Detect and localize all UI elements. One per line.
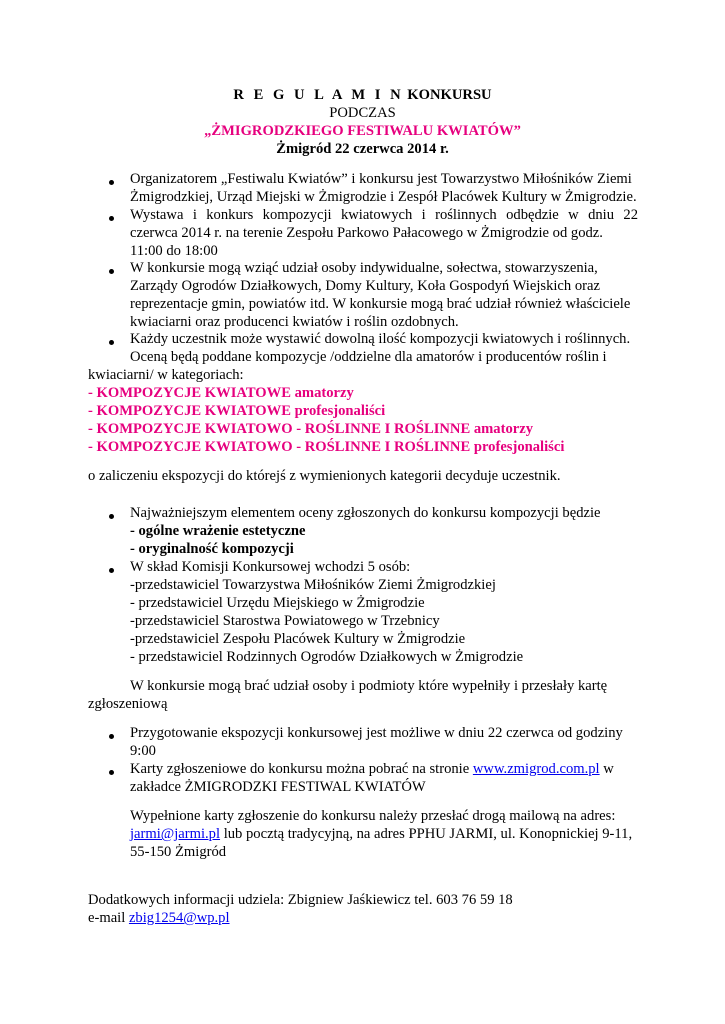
download-line-2: zakładce ŻMIGRODZKI FESTIWAL KWIATÓW: [130, 779, 426, 795]
committee-member: - przedstawiciel Urzędu Miejskiego w Żmigrodzie: [130, 595, 425, 611]
contact-line: Dodatkowych informacji udziela: Zbigniew Jaśkiewicz tel. 603 76 59 18: [88, 892, 513, 908]
submission-line-1: Wypełnione karty zgłoszenie do konkursu należy przesłać drogą mailową na adres:: [130, 808, 616, 824]
committee-member: - przedstawiciel Rodzinnych Ogrodów Działkowych w Żmigrodzie: [130, 649, 524, 665]
bullet-icon: [109, 770, 114, 775]
festival-name: „ŻMIGRODZKIEGO FESTIWALU KWIATÓW”: [204, 123, 521, 139]
compositions-line-3: kwiaciarni/ w kategoriach:: [88, 367, 244, 383]
committee-member: -przedstawiciel Zespołu Placówek Kultury w Żmigrodzie: [130, 631, 466, 647]
committee-member: -przedstawiciel Starostwa Powiatowego w Trzebnicy: [130, 613, 440, 629]
preparation-line-2: 9:00: [130, 743, 156, 759]
email-label: e-mail: [88, 910, 126, 926]
participants-line-2: Zarządy Ogrodów Działkowych, Domy Kultury, Koła Gospodyń Wiejskich oraz: [130, 278, 600, 294]
submission-address: lub pocztą tradycyjną, na adres PPHU JARMI, ul. Konopnickiej 9-11,: [223, 826, 633, 842]
word: odbędzie: [506, 207, 559, 223]
page-title: [0, 86, 725, 104]
word: roślinnych: [435, 207, 497, 223]
contact-email-link[interactable]: zbig1254@wp.pl: [128, 910, 230, 926]
organizer-line-1: Organizatorem „Festiwalu Kwiatów” i konkursu jest Towarzystwo Miłośników Ziemi: [130, 171, 632, 187]
word: kompozycji: [262, 207, 332, 223]
word: kwiatowych: [340, 207, 413, 223]
bullet-icon: [109, 514, 114, 519]
submission-line-3: 55-150 Żmigród: [130, 844, 227, 860]
submission-email-link[interactable]: jarmi@jarmi.pl: [130, 826, 221, 842]
website-link[interactable]: www.zmigrod.com.pl: [472, 761, 600, 777]
organizer-line-2: Żmigrodzkiej, Urząd Miejski w Żmigrodzie i Zespół Placówek Kultury w Żmigrodzie.: [130, 189, 637, 205]
category-item: - KOMPOZYCJE KWIATOWO - ROŚLINNE I ROŚLINNE amatorzy: [88, 421, 533, 437]
bullet-icon: [109, 216, 114, 221]
participants-line-1: W konkursie mogą wziąć udział osoby indywidualne, sołectwa, stowarzyszenia,: [130, 260, 598, 276]
evaluation-line: Najważniejszym elementem oceny zgłoszonych do konkursu kompozycji będzie: [130, 505, 601, 521]
bullet-icon: [109, 568, 114, 573]
submission-line-2: [130, 825, 632, 843]
criterion-item: - oryginalność kompozycji: [130, 541, 294, 557]
contact-email-line: [88, 909, 230, 927]
participation-line-1: W konkursie mogą brać udział osoby i podmioty które wypełniły i przesłały kartę: [130, 678, 608, 694]
category-item: - KOMPOZYCJE KWIATOWE profesjonaliści: [88, 403, 386, 419]
category-item: - KOMPOZYCJE KWIATOWE amatorzy: [88, 385, 354, 401]
download-text-end: w: [603, 761, 614, 777]
download-line-1: [130, 760, 614, 778]
compositions-line-1: Każdy uczestnik może wystawić dowolną ilość kompozycji kwiatowych i roślinnych.: [130, 331, 631, 347]
bullet-icon: [109, 340, 114, 345]
compositions-line-2: Oceną będą poddane kompozycje /oddzielne dla amatorów i producentów roślin i: [130, 349, 607, 365]
title-spaced: R E G U L A M I N: [233, 87, 404, 103]
word: 22: [623, 207, 638, 223]
participation-line-2: zgłoszeniową: [88, 696, 168, 712]
word: w: [568, 207, 579, 223]
participants-line-4: kwiaciarni oraz producenci kwiatów i roślin ozdobnych.: [130, 314, 459, 330]
bullet-icon: [109, 269, 114, 274]
event-date: Żmigród 22 czerwca 2014 r.: [276, 141, 449, 157]
word: dniu: [588, 207, 615, 223]
word: i: [192, 207, 197, 223]
exhibition-line-3: 11:00 do 18:00: [130, 243, 218, 259]
subtitle: PODCZAS: [329, 105, 396, 121]
bullet-icon: [109, 734, 114, 739]
committee-member: -przedstawiciel Towarzystwa Miłośników Ziemi Żmigrodzkiej: [130, 577, 496, 593]
title-word: KONKURSU: [407, 87, 492, 103]
exhibition-line-1: [130, 206, 638, 224]
category-assignment: o zaliczeniu ekspozycji do którejś z wymienionych kategorii decyduje uczestnik.: [88, 468, 561, 484]
category-item: - KOMPOZYCJE KWIATOWO - ROŚLINNE I ROŚLINNE profesjonaliści: [88, 439, 565, 455]
criterion-item: - ogólne wrażenie estetyczne: [130, 523, 306, 539]
download-text: Karty zgłoszeniowe do konkursu można pobrać na stronie: [130, 761, 470, 777]
word: konkurs: [206, 207, 254, 223]
word: Wystawa: [130, 207, 184, 223]
bullet-icon: [109, 180, 114, 185]
participants-line-3: reprezentacje gmin, powiatów itd. W konkursie mogą brać udział również właściciele: [130, 296, 631, 312]
preparation-line-1: Przygotowanie ekspozycji konkursowej jest możliwe w dniu 22 czerwca od godziny: [130, 725, 623, 741]
word: i: [421, 207, 426, 223]
committee-line: W skład Komisji Konkursowej wchodzi 5 osób:: [130, 559, 411, 575]
exhibition-line-2: czerwca 2014 r. na terenie Zespołu Parkowo Pałacowego w Żmigrodzie od godz.: [130, 225, 603, 241]
